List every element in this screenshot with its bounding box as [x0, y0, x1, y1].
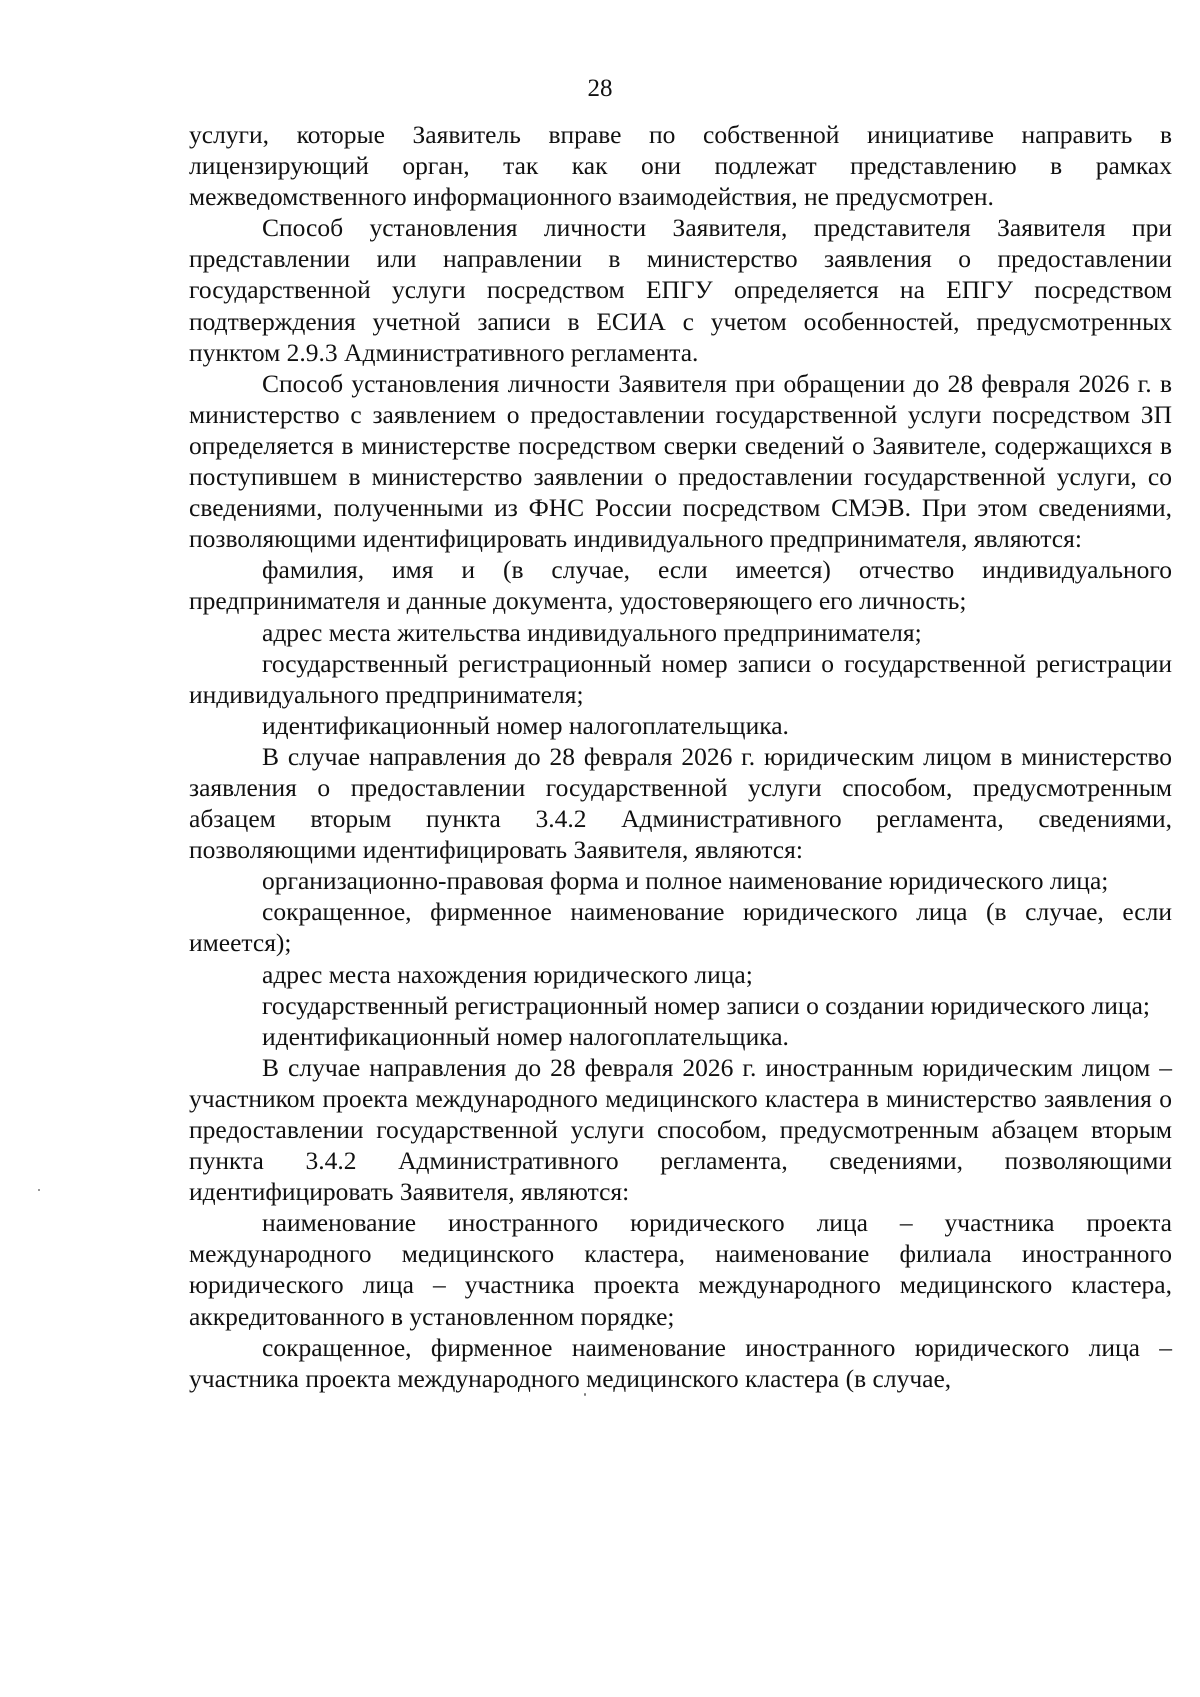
paragraph-7: идентификационный номер налогоплательщика.: [262, 710, 789, 740]
scan-speck: [584, 1393, 586, 1396]
paragraph-9: организационно-правовая форма и полное наименование юридического лица;: [262, 866, 1109, 896]
paragraph-2: Способ установления личности Заявителя, представителя Заявителя при представлении или направлении в министерство заявления о предоставлении государственной услуги посредством ЕПГУ определяется на ЕПГУ посредством подтверждения учетной записи в ЕСИА с учетом особенностей, предусмотренных пунктом 2.9.3 Административного регламента.: [189, 213, 1172, 367]
paragraph-12: государственный регистрационный номер записи о создании юридического лица;: [262, 990, 1150, 1020]
paragraph-1: услуги, которые Заявитель вправе по собственной инициативе направить в лицензирующий орган, так как они подлежат представлению в рамках межведомственного информационного взаимодействия, не предусмотрен.: [189, 120, 1172, 212]
page-number: 28: [587, 75, 613, 102]
paragraph-6: государственный регистрационный номер записи о государственной регистрации индивидуального предпринимателя;: [189, 648, 1172, 709]
scan-speck: [38, 1189, 40, 1191]
paragraph-8: В случае направления до 28 февраля 2026 г. юридическим лицом в министерство заявления о предоставлении государственной услуги способом, предусмотренным абзацем вторым пункта 3.4.2 Административного регламента, сведениями, позволяющими идентифицировать Заявителя, являются:: [189, 741, 1172, 865]
paragraph-11: адрес места нахождения юридического лица;: [262, 959, 753, 989]
paragraph-3: Способ установления личности Заявителя при обращении до 28 февраля 2026 г. в министерство с заявлением о предоставлении государственной услуги посредством ЗП определяется в министерстве посредством сверки сведений о Заявителе, содержащихся в поступившем в министерство заявлении о предоставлении государственной услуги, со сведениями, полученными из ФНС России посредством СМЭВ. При этом сведениями, позволяющими идентифицировать индивидуального предпринимателя, являются:: [189, 368, 1172, 554]
paragraph-16: сокращенное, фирменное наименование иностранного юридического лица – участника проекта международного медицинского кластера (в случае,: [189, 1332, 1172, 1393]
paragraph-10: сокращенное, фирменное наименование юридического лица (в случае, если имеется);: [189, 897, 1172, 958]
document-body: [189, 119, 1172, 1394]
paragraph-5: адрес места жительства индивидуального предпринимателя;: [262, 617, 922, 647]
paragraph-14: В случае направления до 28 февраля 2026 г. иностранным юридическим лицом – участником проекта международного медицинского кластера в министерство заявления о предоставлении государственной услуги способом, предусмотренным абзацем вторым пункта 3.4.2 Административного регламента, сведениями, позволяющими идентифицировать Заявителя, являются:: [189, 1052, 1172, 1207]
paragraph-15: наименование иностранного юридического лица – участника проекта международного медицинского кластера, наименование филиала иностранного юридического лица – участника проекта международного медицинского кластера, аккредитованного в установленном порядке;: [189, 1208, 1172, 1331]
paragraph-4: фамилия, имя и (в случае, если имеется) отчество индивидуального предпринимателя и данные документа, удостоверяющего его личность;: [189, 555, 1172, 616]
paragraph-13: идентификационный номер налогоплательщика.: [262, 1021, 789, 1051]
